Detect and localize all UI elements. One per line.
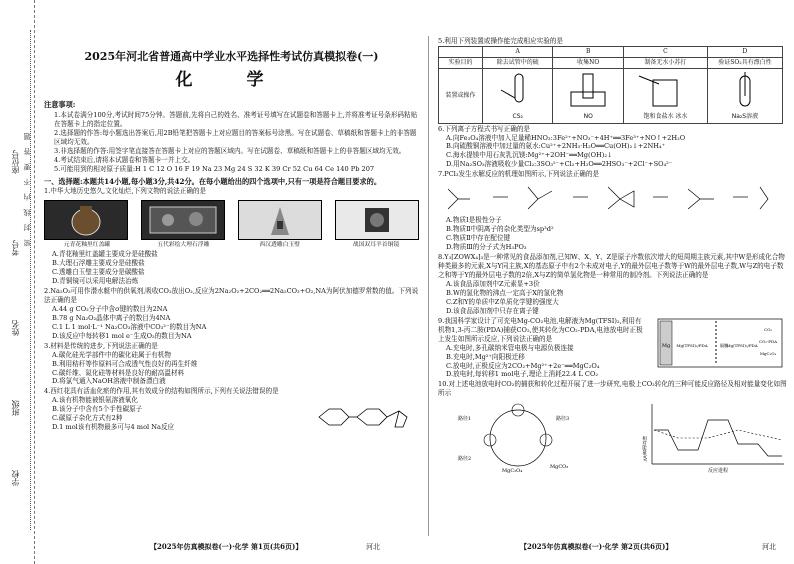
- question-stem: 3.材料是传统的进步,下列说法正确的是: [44, 341, 158, 350]
- table-row: [439, 69, 783, 123]
- apparatus-cell-d: [707, 69, 782, 123]
- option: D.将氯气通入NaOH溶液中制备漂白液: [52, 377, 166, 386]
- option: D.物质Ⅲ的分子式为H₃PO₃: [446, 243, 527, 252]
- apparatus-label: 饱和食盐水 冰水: [643, 113, 688, 121]
- artifact-image-jade: [238, 200, 322, 240]
- battery-label-membrane: 隔膜: [720, 342, 728, 348]
- option: C.碳纤维、氮化硅等材料是良好的耐高温材料: [52, 368, 185, 377]
- option: C.1 L 1 mol·L⁻¹ Na₂CO₃溶液中CO₃²⁻的数目为NA: [52, 322, 207, 331]
- note-item: 4.考试结束后,请将本试题卷和答题卡一并上交。: [54, 155, 195, 164]
- bronze-mirror-icon: [360, 203, 394, 237]
- note-item: 2.选择题的作答:每小题选出答案后,用2B铅笔把答题卡上对应题目的答案标号涂黑。写在试题卷、草稿纸和答题卡上的非答题区域均无效。: [54, 128, 417, 146]
- seal-line: [30, 30, 31, 530]
- footer-page-label-right: 【2025年仿真模拟卷(一)·化学 第2页(共6页)】: [520, 542, 673, 551]
- question-4: [44, 387, 419, 432]
- question-8: [438, 253, 788, 316]
- column-header: B: [553, 46, 624, 57]
- option: A.该食品添加剂中Z元素显+3价: [446, 279, 540, 288]
- question-1: [44, 187, 419, 286]
- artifact-captions: [44, 242, 419, 250]
- test-tube-icon: [493, 70, 543, 110]
- molecule-structure-icon: [309, 397, 414, 437]
- option: B.利用秸秆等作原料可合成透气性良好的再生纤维: [52, 359, 198, 368]
- question-9: [438, 317, 788, 380]
- question-6: [438, 125, 788, 170]
- question-stem: 7.PCl₃发生水解反应的机理如图所示,下列说法正确的是: [438, 170, 600, 179]
- seal-text: 密 封 线 内 不 要 答 题: [23, 130, 31, 247]
- option: D.该反应中每转移1 mol e⁻生成O₂的数目为NA: [52, 331, 192, 340]
- question-10: [438, 380, 788, 474]
- apparatus-table: [438, 46, 783, 124]
- gas-wash-icon: [720, 70, 770, 110]
- pathway-label: 路径2: [458, 456, 472, 463]
- exam-title: 2025年河北省普通高中学业水平选择性考试仿真模拟卷(一): [84, 50, 379, 63]
- battery-label-co2: CO₂: [764, 326, 772, 332]
- column-header: A: [482, 46, 553, 57]
- reaction-pathway-diagram: [438, 400, 598, 474]
- question-3: [44, 342, 419, 387]
- product-label: MgCO₃: [550, 464, 569, 471]
- relief-icon: [148, 205, 218, 235]
- option: B.该分子中含有5个手性碳原子: [52, 405, 143, 414]
- option: A.物质Ⅰ是极性分子: [446, 216, 502, 225]
- notes-list: [44, 111, 419, 174]
- artifact-images: [44, 200, 419, 240]
- table-cell: 验证SO₂具有漂白性: [707, 58, 782, 69]
- apparatus-label: Na₂S溶液: [731, 113, 759, 121]
- section-heading: 一、选择题:本题共14小题,每小题3分,共42分。在每小题给出的四个选项中,只有一项是符合题目要求的。: [44, 176, 382, 186]
- subject-title: 化 学: [175, 69, 288, 90]
- question-stem: 9.我国科学家设计了可充电Mg-CO₂电池,电解液为Mg(TFSI)₂,利用有机物1,3-丙二胺(PDA)捕获CO₂,使其转化为CO₂-PDA,电池放电时正极上发生如图所示反应,下列说法正确的是: [438, 316, 643, 343]
- question-stem: 4.西红花具有活血化瘀的作用,其有效成分的结构如图所示,下列有关说法错误的是: [44, 387, 279, 396]
- artifact-image-jar: [44, 200, 128, 240]
- option: B.充电时,Mg²⁺向阳极迁移: [446, 352, 525, 361]
- option: D.1 mol该有机物最多可与4 mol Na反应: [52, 423, 175, 432]
- product-label: MgC₂O₄: [502, 468, 523, 475]
- option: A.青花釉里红盖罐主要成分是硅酸盐: [52, 250, 158, 259]
- question-stem: 6.下列离子方程式书写正确的是: [438, 124, 531, 133]
- table-cell: 收集NO: [553, 58, 624, 69]
- footer-region-left: 河北: [366, 543, 380, 551]
- option: A.该有机物能被银氨溶液氧化: [52, 396, 138, 405]
- option: C.透雕白玉璧主要成分是碳酸盐: [52, 268, 145, 277]
- question-stem: 10.对上述电池放电时CO₂的捕获和转化过程开展了进一步研究,电极上CO₂转化的三种可能反应路径及相对能量变化如图所示: [438, 380, 787, 398]
- axis-label-y: 相对能量/eV: [641, 436, 647, 462]
- option: D.该食品添加剂中只存在离子键: [446, 306, 539, 315]
- option: D.青铜镜可以采用电解法冶炼: [52, 276, 139, 285]
- table-header-row: [439, 46, 783, 57]
- caption: 战国双耳羊首铜镜: [352, 242, 400, 249]
- note-item: 3.非选择题的作答:用签字笔直接答在答题卡上对应的答题区域内。写在试题卷、草稿纸和答题卡上的非答题区域均无效。: [54, 146, 406, 155]
- jar-icon: [66, 203, 106, 237]
- apparatus-label: NO: [583, 113, 593, 121]
- question-7: [438, 170, 788, 252]
- pathway-label: 路径1: [458, 416, 472, 423]
- table-row: [439, 58, 783, 69]
- apparatus-cell-b: [553, 69, 624, 123]
- footer-page-label-left: 【2025年仿真模拟卷(一)·化学 第1页(共6页)】: [150, 542, 303, 551]
- spine-label-school: 学校: [11, 470, 20, 486]
- apparatus-cell-a: [482, 69, 553, 123]
- spine-labels: [4, 0, 32, 564]
- artifact-image-relief: [141, 200, 225, 240]
- question-stem: 5.利用下列装置或操作能完成相应实验的是: [438, 37, 563, 45]
- axis-label-x: 反应进程: [707, 468, 729, 475]
- right-column: [438, 36, 788, 475]
- battery-label-electrolyte: Mg(TFSI)₂/PDA: [676, 342, 708, 348]
- option: B.78 g Na₂O₂晶体中离子的数目为4NA: [52, 313, 171, 322]
- energy-profile-diagram: [638, 400, 788, 474]
- question-2: [44, 287, 419, 341]
- option: C.物质Ⅱ中存在配位键: [446, 234, 511, 243]
- column-header: C: [624, 46, 708, 57]
- battery-label-electrolyte: Mg(TFSI)₂/PDA: [726, 342, 758, 348]
- option: B.W的氢化物的沸点一定高于X的氢化物: [446, 288, 564, 297]
- battery-label-co2-pda: CO₂-PDA: [758, 338, 778, 344]
- row-label: 实验目的: [439, 58, 483, 69]
- battery-label-product: MgC₂O₄: [759, 350, 777, 356]
- gas-collection-icon: [563, 70, 613, 110]
- binding-spine: [0, 0, 35, 564]
- question-stem: 8.Y₃[ZOWX₄]₃是一种常见的食品添加剂,已知W、X、Y、Z是原子序数依次增大的短周期主族元素,其中W是形成化合物种类最多的元素,X与Y同主族,X的基态原子中有2个未成对电子,Y的最外层电子数等于W的最外层电子数,W与Z的电子数之和等于Y的最外层电子数的2倍,X与Z的简单氢化物是一种常用的制冷剂。下列说法正确的是: [438, 253, 785, 279]
- option: A.向Fe₃O₄溶液中加入足量稀HNO₃:3Fe²⁺+NO₃⁻+4H⁺══3Fe³⁺+NO↑+2H₂O: [446, 133, 686, 142]
- note-item: 5.可能用到的相对原子质量:H 1 C 12 O 16 F 19 Na 23 Mg 24 S 32 K 39 Cr 52 Cu 64 Ce 140 Pb 207: [54, 164, 375, 173]
- apparatus-label: CS₂: [512, 113, 523, 121]
- page-divider: [428, 36, 429, 536]
- artifact-image-mirror: [335, 200, 419, 240]
- column-header: D: [707, 46, 782, 57]
- left-column: [44, 36, 419, 433]
- hydrolysis-mechanism-icon: [438, 179, 783, 213]
- battery-diagram: [656, 317, 784, 369]
- option: B.物质Ⅱ中阴离子的杂化类型为sp³d²: [446, 225, 554, 234]
- pathway-label: 路径3: [556, 416, 570, 423]
- option: C.海水提镁中用石灰乳沉镁:Mg²⁺+2OH⁻══Mg(OH)₂↓: [446, 151, 613, 160]
- option: D.放电时,每转移1 mol电子,理论上消耗22.4 L CO₂: [446, 370, 599, 379]
- option: B.向硫酸铜溶液中加过量的氨水:Cu²⁺+2NH₃·H₂O══Cu(OH)₂↓+2NH₄⁺: [446, 142, 666, 151]
- option: C.碳原子杂化方式有2种: [52, 414, 123, 423]
- note-item: 1.本试卷满分100分,考试时间75分钟。答题前,先将自己的姓名、准考证号填写在试题卷和答题卡上,并将准考证号条形码粘贴在答题卡上的指定位置。: [54, 110, 418, 128]
- option: D.用Na₂SO₃溶液吸收少量Cl₂:3SO₃²⁻+Cl₂+H₂O══2HSO₃⁻+2Cl⁻+SO₄²⁻: [446, 160, 673, 169]
- option: B.大理石浮雕主要成分是硅酸盐: [52, 259, 145, 268]
- battery-label-anode: Mg: [661, 342, 671, 349]
- table-cell: 除去试管中的硫: [482, 58, 553, 69]
- caption: 五代彩绘大理石浮雕: [157, 242, 210, 249]
- question-5: [438, 37, 788, 124]
- apparatus-cell-c: [624, 69, 708, 123]
- option: C.放电时,正极反应为2CO₂+Mg²⁺+2e⁻══MgC₂O₄: [446, 361, 600, 370]
- spine-label-seat: 座位号: [11, 150, 20, 174]
- caption: 西汉透雕白玉璧: [259, 242, 300, 249]
- option: C.Z和Y的单质中Z单质化学键的强度大: [446, 297, 559, 306]
- spine-label-exam-number: 考号: [11, 240, 20, 256]
- question-stem: 1.中华大地历史悠久,文化灿烂,下列文物的说法正确的是: [44, 187, 207, 196]
- jade-disc-icon: [265, 203, 295, 237]
- table-cell: 制备无水小苏打: [624, 58, 708, 69]
- spine-label-name: 姓名: [11, 320, 20, 336]
- option: A.碳化硅光学部件中的碳化硅属于有机物: [52, 350, 171, 359]
- option: A.44 g CO₂分子中含σ键的数目为2NA: [52, 304, 168, 313]
- notes-heading: 注意事项:: [44, 100, 76, 110]
- reaction-setup-icon: [635, 70, 695, 110]
- spine-label-class: 班级: [11, 400, 20, 416]
- row-label: 装置或操作: [439, 69, 483, 123]
- table-corner: [439, 46, 483, 57]
- footer-region-right: 河北: [762, 543, 776, 551]
- option: A.充电时,多孔碳纳米管电极与电源负极连接: [446, 343, 574, 352]
- caption: 元青花釉里红盖罐: [63, 242, 111, 249]
- question-stem: 2.Na₂O₂可用作潜水艇中的供氧剂,吸收CO₂放出O₂,反应为2Na₂O₂+2CO₂══2Na₂CO₃+O₂,NA为阿伏加德罗常数的值。下列说法正确的是: [44, 286, 419, 304]
